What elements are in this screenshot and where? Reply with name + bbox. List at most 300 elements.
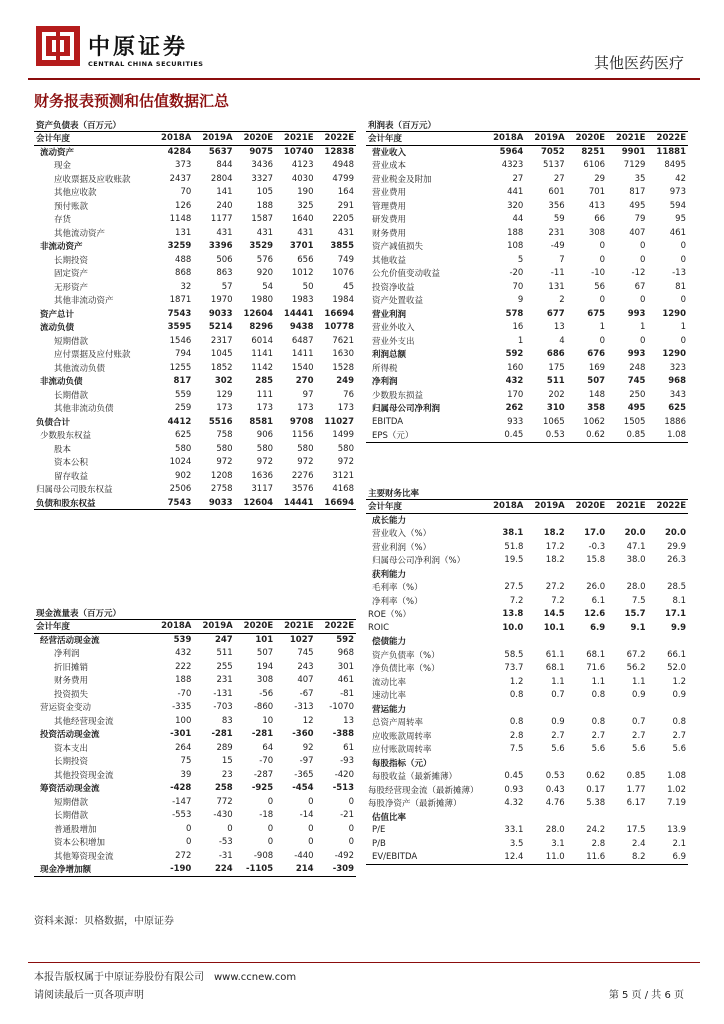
row-label: 每股净资产（最新摊薄） <box>368 799 462 810</box>
table-row <box>34 348 356 362</box>
row-value: -67 <box>299 688 314 699</box>
row-value: 11.6 <box>567 851 607 865</box>
row-label: 营业收入 <box>372 148 407 158</box>
row-value: 11027 <box>324 416 354 427</box>
row-value: 247 <box>214 635 233 645</box>
row-value: 194 <box>256 661 274 672</box>
row-value: -335 <box>172 702 192 713</box>
row-value: 28.0 <box>626 582 646 593</box>
row-value: 580 <box>337 443 354 454</box>
row-value: 26.3 <box>667 555 686 566</box>
row-value: 933 <box>507 416 524 427</box>
year-header: 2020E <box>567 132 607 146</box>
row-value: 248 <box>629 362 646 373</box>
row-value: 0 <box>348 837 354 848</box>
row-value: 17.5 <box>626 825 646 836</box>
row-value: 993 <box>627 308 646 319</box>
row-value: 1.1 <box>551 676 565 687</box>
row-label: 投资损失 <box>54 689 89 700</box>
row-value: 413 <box>588 200 606 211</box>
row-value: 52.0 <box>667 663 686 674</box>
row-value: 2276 <box>291 470 314 481</box>
table-row <box>366 743 688 757</box>
row-value <box>525 810 566 824</box>
year-header: 2021E <box>275 132 315 146</box>
row-value: 20.0 <box>665 528 686 539</box>
row-value: 701 <box>588 187 606 198</box>
row-value: 5.6 <box>551 744 565 755</box>
row-value: -309 <box>316 863 356 877</box>
row-value: 97 <box>302 389 314 400</box>
table-row <box>366 267 688 281</box>
year-header: 2018A <box>484 500 525 514</box>
row-value: 67.2 <box>626 649 646 660</box>
row-value: 2317 <box>210 335 233 346</box>
row-value: 1630 <box>332 349 354 360</box>
table-row <box>366 851 688 865</box>
row-label: 长期投资 <box>54 757 89 768</box>
row-value: 844 <box>216 160 233 171</box>
row-value: 0 <box>599 241 606 252</box>
row-value: 73.7 <box>504 663 524 674</box>
row-label: 每股经营现金流（最新摊薄） <box>368 785 479 796</box>
row-label: EPS（元） <box>366 429 484 443</box>
row-value: 772 <box>216 796 233 807</box>
row-value: 231 <box>216 675 233 686</box>
row-value: -12 <box>631 268 646 279</box>
row-value: 51.8 <box>504 541 524 552</box>
row-value: 83 <box>221 715 233 726</box>
row-value: 580 <box>256 443 274 454</box>
financial-ratios-table <box>366 486 688 865</box>
row-value <box>607 702 647 716</box>
year-header: 2018A <box>152 620 193 634</box>
table-row <box>34 456 356 470</box>
row-value: 1045 <box>210 349 233 360</box>
row-value: 0.43 <box>545 784 565 795</box>
row-value: 16694 <box>324 308 354 319</box>
year-header: 2022E <box>648 500 688 514</box>
row-label: ROIC <box>368 622 390 633</box>
row-value: 272 <box>175 850 192 861</box>
row-label: 总资产周转率 <box>372 718 424 729</box>
row-value: 0.53 <box>545 771 565 782</box>
table-row <box>366 334 688 348</box>
logo-icon <box>36 26 80 66</box>
row-value: 240 <box>216 200 233 211</box>
row-value: 576 <box>256 254 274 265</box>
table-row <box>34 388 356 402</box>
table-caption: 资产负债表（百万元） <box>36 120 122 131</box>
row-value: 1970 <box>210 295 233 306</box>
row-value: 10 <box>262 715 274 726</box>
row-value: 431 <box>256 227 274 238</box>
row-label: 毛利率（%） <box>372 583 423 594</box>
table-row <box>366 770 688 784</box>
row-label: 财务费用 <box>54 676 89 687</box>
row-label: 其他投资现金流 <box>54 770 114 781</box>
row-value: -492 <box>334 850 354 861</box>
row-label: 资产处置收益 <box>372 296 424 307</box>
row-value: 17.2 <box>545 541 565 552</box>
row-value: 1 <box>640 322 646 333</box>
year-header: 2021E <box>607 132 647 146</box>
row-value: 601 <box>548 187 565 198</box>
row-value: 0 <box>348 823 354 834</box>
row-label: 少数股东权益 <box>40 431 92 442</box>
row-value: 0.45 <box>504 771 524 782</box>
row-value: -147 <box>172 796 192 807</box>
row-value: 320 <box>507 200 524 211</box>
row-value: 26.0 <box>586 582 606 593</box>
row-value: 0 <box>599 295 606 306</box>
row-value: -70 <box>177 688 192 699</box>
table-row <box>366 702 688 716</box>
table-row <box>366 675 688 689</box>
row-value: 794 <box>175 349 192 360</box>
row-value: 1141 <box>251 349 274 360</box>
row-value: 0.9 <box>672 690 686 701</box>
table-row <box>366 648 688 662</box>
row-label: P/E <box>372 825 386 836</box>
row-value: 6.1 <box>591 595 606 606</box>
row-value: 35 <box>634 173 646 184</box>
row-value: 10.0 <box>502 622 524 633</box>
row-value: 4 <box>559 335 565 346</box>
row-value: 431 <box>216 227 233 238</box>
row-value <box>648 702 688 716</box>
row-value <box>607 756 647 770</box>
table-row <box>366 145 688 159</box>
row-value: 1208 <box>210 470 233 481</box>
row-label: 其他流动负债 <box>54 363 106 374</box>
row-value: 38.0 <box>626 555 646 566</box>
row-value: 2 <box>559 295 565 306</box>
table-row <box>34 469 356 483</box>
row-value: 61.1 <box>545 649 565 660</box>
row-value <box>648 635 688 649</box>
year-header: 2019A <box>193 620 234 634</box>
row-value: 308 <box>588 227 606 238</box>
row-value: 45 <box>343 281 354 292</box>
row-label: 获利能力 <box>372 569 407 580</box>
row-value: 92 <box>302 742 314 753</box>
row-label: 现金 <box>54 161 72 172</box>
row-value: 2.7 <box>551 730 565 741</box>
row-value: 0 <box>267 837 274 848</box>
row-value: -925 <box>251 783 274 794</box>
row-value: 126 <box>175 200 192 211</box>
row-value: -13 <box>672 268 686 279</box>
row-value: 81 <box>675 281 686 292</box>
year-header: 2022E <box>316 620 356 634</box>
row-label: 应收票据及应收账款 <box>54 174 131 185</box>
row-value: 0 <box>640 295 646 306</box>
row-value: 745 <box>297 648 314 659</box>
row-value: 23 <box>221 769 233 780</box>
row-value: 3327 <box>251 173 274 184</box>
row-label: EBITDA <box>372 416 404 427</box>
year-header: 2020E <box>567 500 607 514</box>
row-label: 非流动资产 <box>40 242 83 253</box>
table-row <box>366 186 688 200</box>
row-label: 流动比率 <box>372 677 407 688</box>
table-row <box>366 581 688 595</box>
row-value: 27.5 <box>504 582 524 593</box>
row-value: 79 <box>634 214 646 225</box>
row-value: 188 <box>175 675 192 686</box>
table-row <box>366 159 688 173</box>
row-value: 431 <box>297 227 314 238</box>
row-value: 131 <box>175 227 192 238</box>
table-row <box>366 594 688 608</box>
row-value: 66.1 <box>667 649 686 660</box>
table-row <box>34 822 356 836</box>
table-row <box>34 795 356 809</box>
row-value: 3.1 <box>551 838 565 849</box>
row-value: 15.7 <box>624 609 646 620</box>
row-value: 1546 <box>169 335 192 346</box>
header-label: 会计年度 <box>34 620 152 634</box>
table-row <box>366 280 688 294</box>
row-value: 9.1 <box>630 622 646 633</box>
row-value: 3529 <box>249 241 274 252</box>
row-value: 7543 <box>152 496 193 510</box>
table-row <box>34 402 356 416</box>
row-value: -11 <box>550 268 565 279</box>
row-label: 估值比率 <box>372 812 407 823</box>
row-value: 5137 <box>543 160 565 171</box>
row-value: 8251 <box>581 147 606 157</box>
row-value: 6.9 <box>590 622 606 633</box>
row-label: 净利润 <box>372 377 398 388</box>
row-value: 2.1 <box>672 838 686 849</box>
row-value: 5637 <box>208 147 233 157</box>
row-value <box>648 756 688 770</box>
row-value: 11881 <box>656 147 686 157</box>
row-label: 应收账款周转率 <box>372 731 432 742</box>
section-title: 财务报表预测和估值数据汇总 <box>34 92 230 110</box>
row-label: 预付账款 <box>54 201 89 212</box>
row-value: 6.9 <box>648 851 688 865</box>
row-value: 259 <box>175 403 192 414</box>
table-row <box>34 633 356 647</box>
row-value: 1852 <box>210 362 233 373</box>
row-label: 其他应收款 <box>54 188 97 199</box>
row-value: -420 <box>334 769 354 780</box>
row-value <box>525 702 566 716</box>
row-value: 54 <box>262 281 274 292</box>
data-source: 资料来源：贝格数据，中原证券 <box>34 916 174 927</box>
row-value: 2804 <box>210 173 233 184</box>
row-value: 972 <box>337 457 354 468</box>
row-value: 289 <box>216 742 233 753</box>
row-value: 0 <box>599 254 606 265</box>
row-value: 14.5 <box>543 609 565 620</box>
table-row <box>366 213 688 227</box>
row-label: 其他非流动负债 <box>54 404 114 415</box>
row-value: 511 <box>216 648 233 659</box>
row-value: 580 <box>216 443 233 454</box>
row-value: 625 <box>175 430 192 441</box>
row-value: 9 <box>517 295 524 306</box>
row-value: 170 <box>507 389 524 400</box>
row-value: 1024 <box>169 457 192 468</box>
row-label: 营业收入（%） <box>372 529 432 540</box>
row-value: 1640 <box>291 214 314 225</box>
table-row <box>366 554 688 568</box>
row-value: 863 <box>216 268 233 279</box>
row-value: 0 <box>267 823 274 834</box>
row-value: 7052 <box>540 147 565 157</box>
row-value: 594 <box>669 200 686 211</box>
row-label: 每股指标（元） <box>372 758 432 769</box>
row-value: 16694 <box>316 496 357 510</box>
table-row <box>34 307 356 321</box>
table-row <box>366 635 688 649</box>
row-value: -31 <box>218 850 233 861</box>
row-value: 495 <box>629 200 646 211</box>
row-value: -81 <box>340 688 354 699</box>
table-row <box>34 836 356 850</box>
row-value: 431 <box>337 227 354 238</box>
row-value: 27.2 <box>545 582 565 593</box>
row-value: 1886 <box>664 416 686 427</box>
table-row <box>34 429 356 443</box>
row-value: 4948 <box>332 160 354 171</box>
row-label: 净利润 <box>54 649 80 660</box>
row-value: 3855 <box>330 241 354 252</box>
row-value: 2.8 <box>509 730 524 741</box>
row-value: 968 <box>668 376 686 387</box>
row-value: 14441 <box>283 308 314 319</box>
row-value: 12.4 <box>484 851 525 865</box>
row-value: 249 <box>336 376 354 387</box>
row-value: 29 <box>594 173 606 184</box>
row-value <box>567 513 607 527</box>
row-value: -365 <box>294 769 314 780</box>
row-value: -131 <box>213 688 233 699</box>
row-value: -49 <box>550 241 565 252</box>
row-value: 2.4 <box>632 838 646 849</box>
table-row <box>34 849 356 863</box>
row-label: 投资活动现金流 <box>40 730 100 741</box>
row-label: 营运能力 <box>372 704 407 715</box>
row-value: 745 <box>627 376 646 387</box>
row-value: -513 <box>332 783 354 794</box>
table-row <box>34 280 356 294</box>
row-value: 4168 <box>332 484 354 495</box>
row-value: 906 <box>256 430 274 441</box>
table-row <box>34 334 356 348</box>
row-value: 1980 <box>251 295 274 306</box>
row-value <box>607 810 647 824</box>
row-value: 3396 <box>208 241 233 252</box>
row-value: 4284 <box>167 147 192 157</box>
table-row <box>34 145 356 159</box>
row-label: 经营活动现金流 <box>40 636 100 646</box>
row-value: 1636 <box>251 470 274 481</box>
row-value: 0 <box>680 335 686 346</box>
row-value: 1177 <box>210 214 233 225</box>
row-value: 308 <box>256 675 274 686</box>
row-value: 100 <box>175 715 192 726</box>
row-value: 173 <box>297 403 314 414</box>
table-row <box>34 687 356 701</box>
row-value: -14 <box>299 810 314 821</box>
row-value: 1499 <box>332 430 354 441</box>
row-value: 507 <box>587 376 606 387</box>
row-value <box>607 567 647 581</box>
row-value: 56 <box>594 281 606 292</box>
row-value: 12.6 <box>584 609 606 620</box>
year-header: 2018A <box>484 132 525 146</box>
row-value: 4412 <box>167 416 192 427</box>
row-value: -21 <box>340 810 354 821</box>
row-label: 股本 <box>54 444 72 455</box>
row-value: 972 <box>216 457 233 468</box>
row-value: 7.19 <box>667 798 686 809</box>
table-row <box>366 837 688 851</box>
table-row <box>34 267 356 281</box>
table-row <box>34 226 356 240</box>
row-value: 8495 <box>664 160 686 171</box>
row-label: 应付票据及应付账款 <box>54 350 131 361</box>
row-value: 0.62 <box>586 771 606 782</box>
row-value: -10 <box>591 268 606 279</box>
row-label: 速动比率 <box>372 691 407 702</box>
row-value: 4799 <box>332 173 354 184</box>
row-value: 2758 <box>210 484 233 495</box>
row-label: 存货 <box>54 215 72 226</box>
row-value: 7.5 <box>632 595 646 606</box>
table-row <box>34 159 356 173</box>
row-value: 4030 <box>291 173 314 184</box>
header-divider <box>28 78 700 80</box>
row-value: 461 <box>669 227 686 238</box>
row-value: 749 <box>337 254 354 265</box>
row-value: -56 <box>259 688 274 699</box>
table-row <box>366 253 688 267</box>
row-value: 8.2 <box>607 851 647 865</box>
row-value: 1983 <box>291 295 314 306</box>
row-value: 5.6 <box>632 744 646 755</box>
copyright-text: 本报告版权属于中原证券股份有限公司 www.ccnew.com <box>34 972 297 983</box>
row-value: 18.2 <box>543 528 565 539</box>
row-value: 0.53 <box>525 429 566 443</box>
row-value: 0.85 <box>607 429 647 443</box>
row-value: 141 <box>216 187 233 198</box>
row-value: 1076 <box>332 268 354 279</box>
row-value: 7543 <box>167 308 192 319</box>
table-row <box>366 294 688 308</box>
row-value: 169 <box>588 362 606 373</box>
row-value: 5964 <box>499 147 524 157</box>
row-label: 长期借款 <box>54 811 89 822</box>
table-row <box>366 307 688 321</box>
row-value: 7.5 <box>509 744 524 755</box>
row-value: 1062 <box>583 416 606 427</box>
row-value: -301 <box>170 729 192 740</box>
table-row <box>366 375 688 389</box>
row-value: 0.85 <box>626 771 646 782</box>
row-value: 10778 <box>324 322 354 333</box>
row-value: 7129 <box>623 160 646 171</box>
row-value: 28.5 <box>667 582 686 593</box>
row-value: 1290 <box>662 308 686 319</box>
row-value <box>525 567 566 581</box>
row-value: 173 <box>256 403 274 414</box>
